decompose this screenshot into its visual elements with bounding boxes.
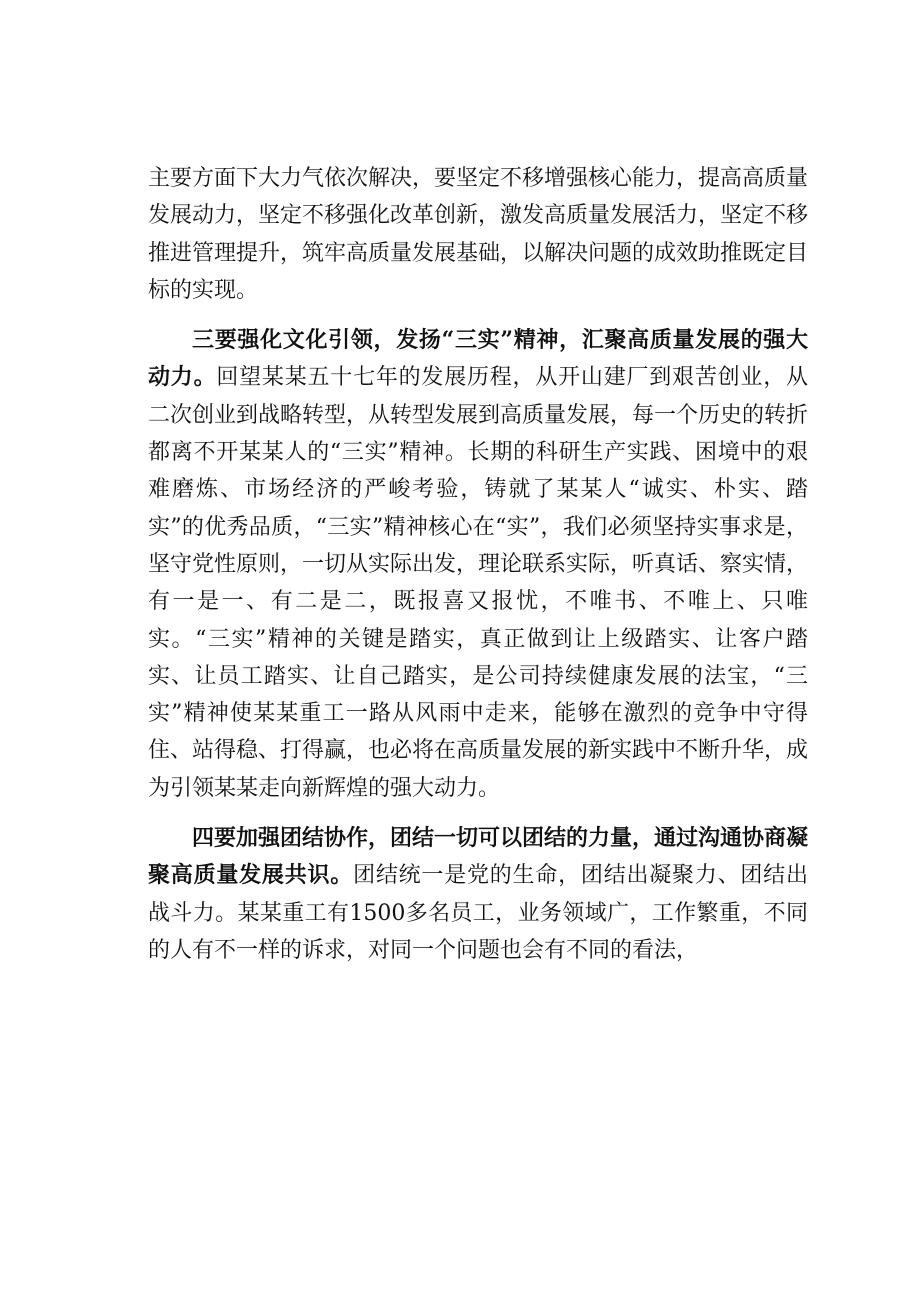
paragraph-gap — [148, 309, 808, 322]
paragraph-continuation — [148, 160, 808, 309]
paragraph-culture — [148, 322, 808, 807]
paragraph-lead-sentence: 三要强化文化引领，发扬“三实”精神，汇聚高质量发展的强大动力。 — [148, 327, 808, 391]
paragraph-text: 团结统一是党的生命，团结出凝聚力、团结出战斗力。某某重工有1500多名员工，业务领域广，工作繁重，不同的人有不一样的诉求，对同一个问题也会有不同的看法， — [148, 863, 808, 963]
document-body — [148, 160, 808, 969]
paragraph-text: 回望某某五十七年的发展历程，从开山建厂到艰苦创业，从二次创业到战略转型，从转型发展到高质量发展，每一个历史的转折都离不开某某人的“三实”精神。长期的科研生产实践、困境中的艰难磨炼、市场经济的严峻考验，铸就了某某人“诚实、朴实、踏实”的优秀品质，“三实”精神核心在“实”，我们必须坚持实事求是，坚守党性原则，一切从实际出发，理论联系实际，听真话、察实情，有一是一、有二是二，既报喜又报忧，不唯书、不唯上、只唯实。“三实”精神的关键是踏实，真正做到让上级踏实、让客户踏实、让员工踏实、让自己踏实，是公司持续健康发展的法宝，“三实”精神使某某重工一路从风雨中走来，能够在激烈的竞争中守得住、站得稳、打得赢，也必将在高质量发展的新实践中不断升华，成为引领某某走向新辉煌的强大动力。 — [148, 365, 809, 801]
paragraph-lead-sentence: 四要加强团结协作，团结一切可以团结的力量，通过沟通协商凝聚高质量发展共识。 — [148, 825, 809, 889]
paragraph-gap — [148, 807, 808, 820]
paragraph-text: 主要方面下大力气依次解决，要坚定不移增强核心能力，提高高质量发展动力，坚定不移强化改革创新，激发高质量发展活力，坚定不移推进管理提升，筑牢高质量发展基础，以解决问题的成效助推既定目标的实现。 — [148, 166, 809, 303]
paragraph-unity — [148, 820, 808, 969]
